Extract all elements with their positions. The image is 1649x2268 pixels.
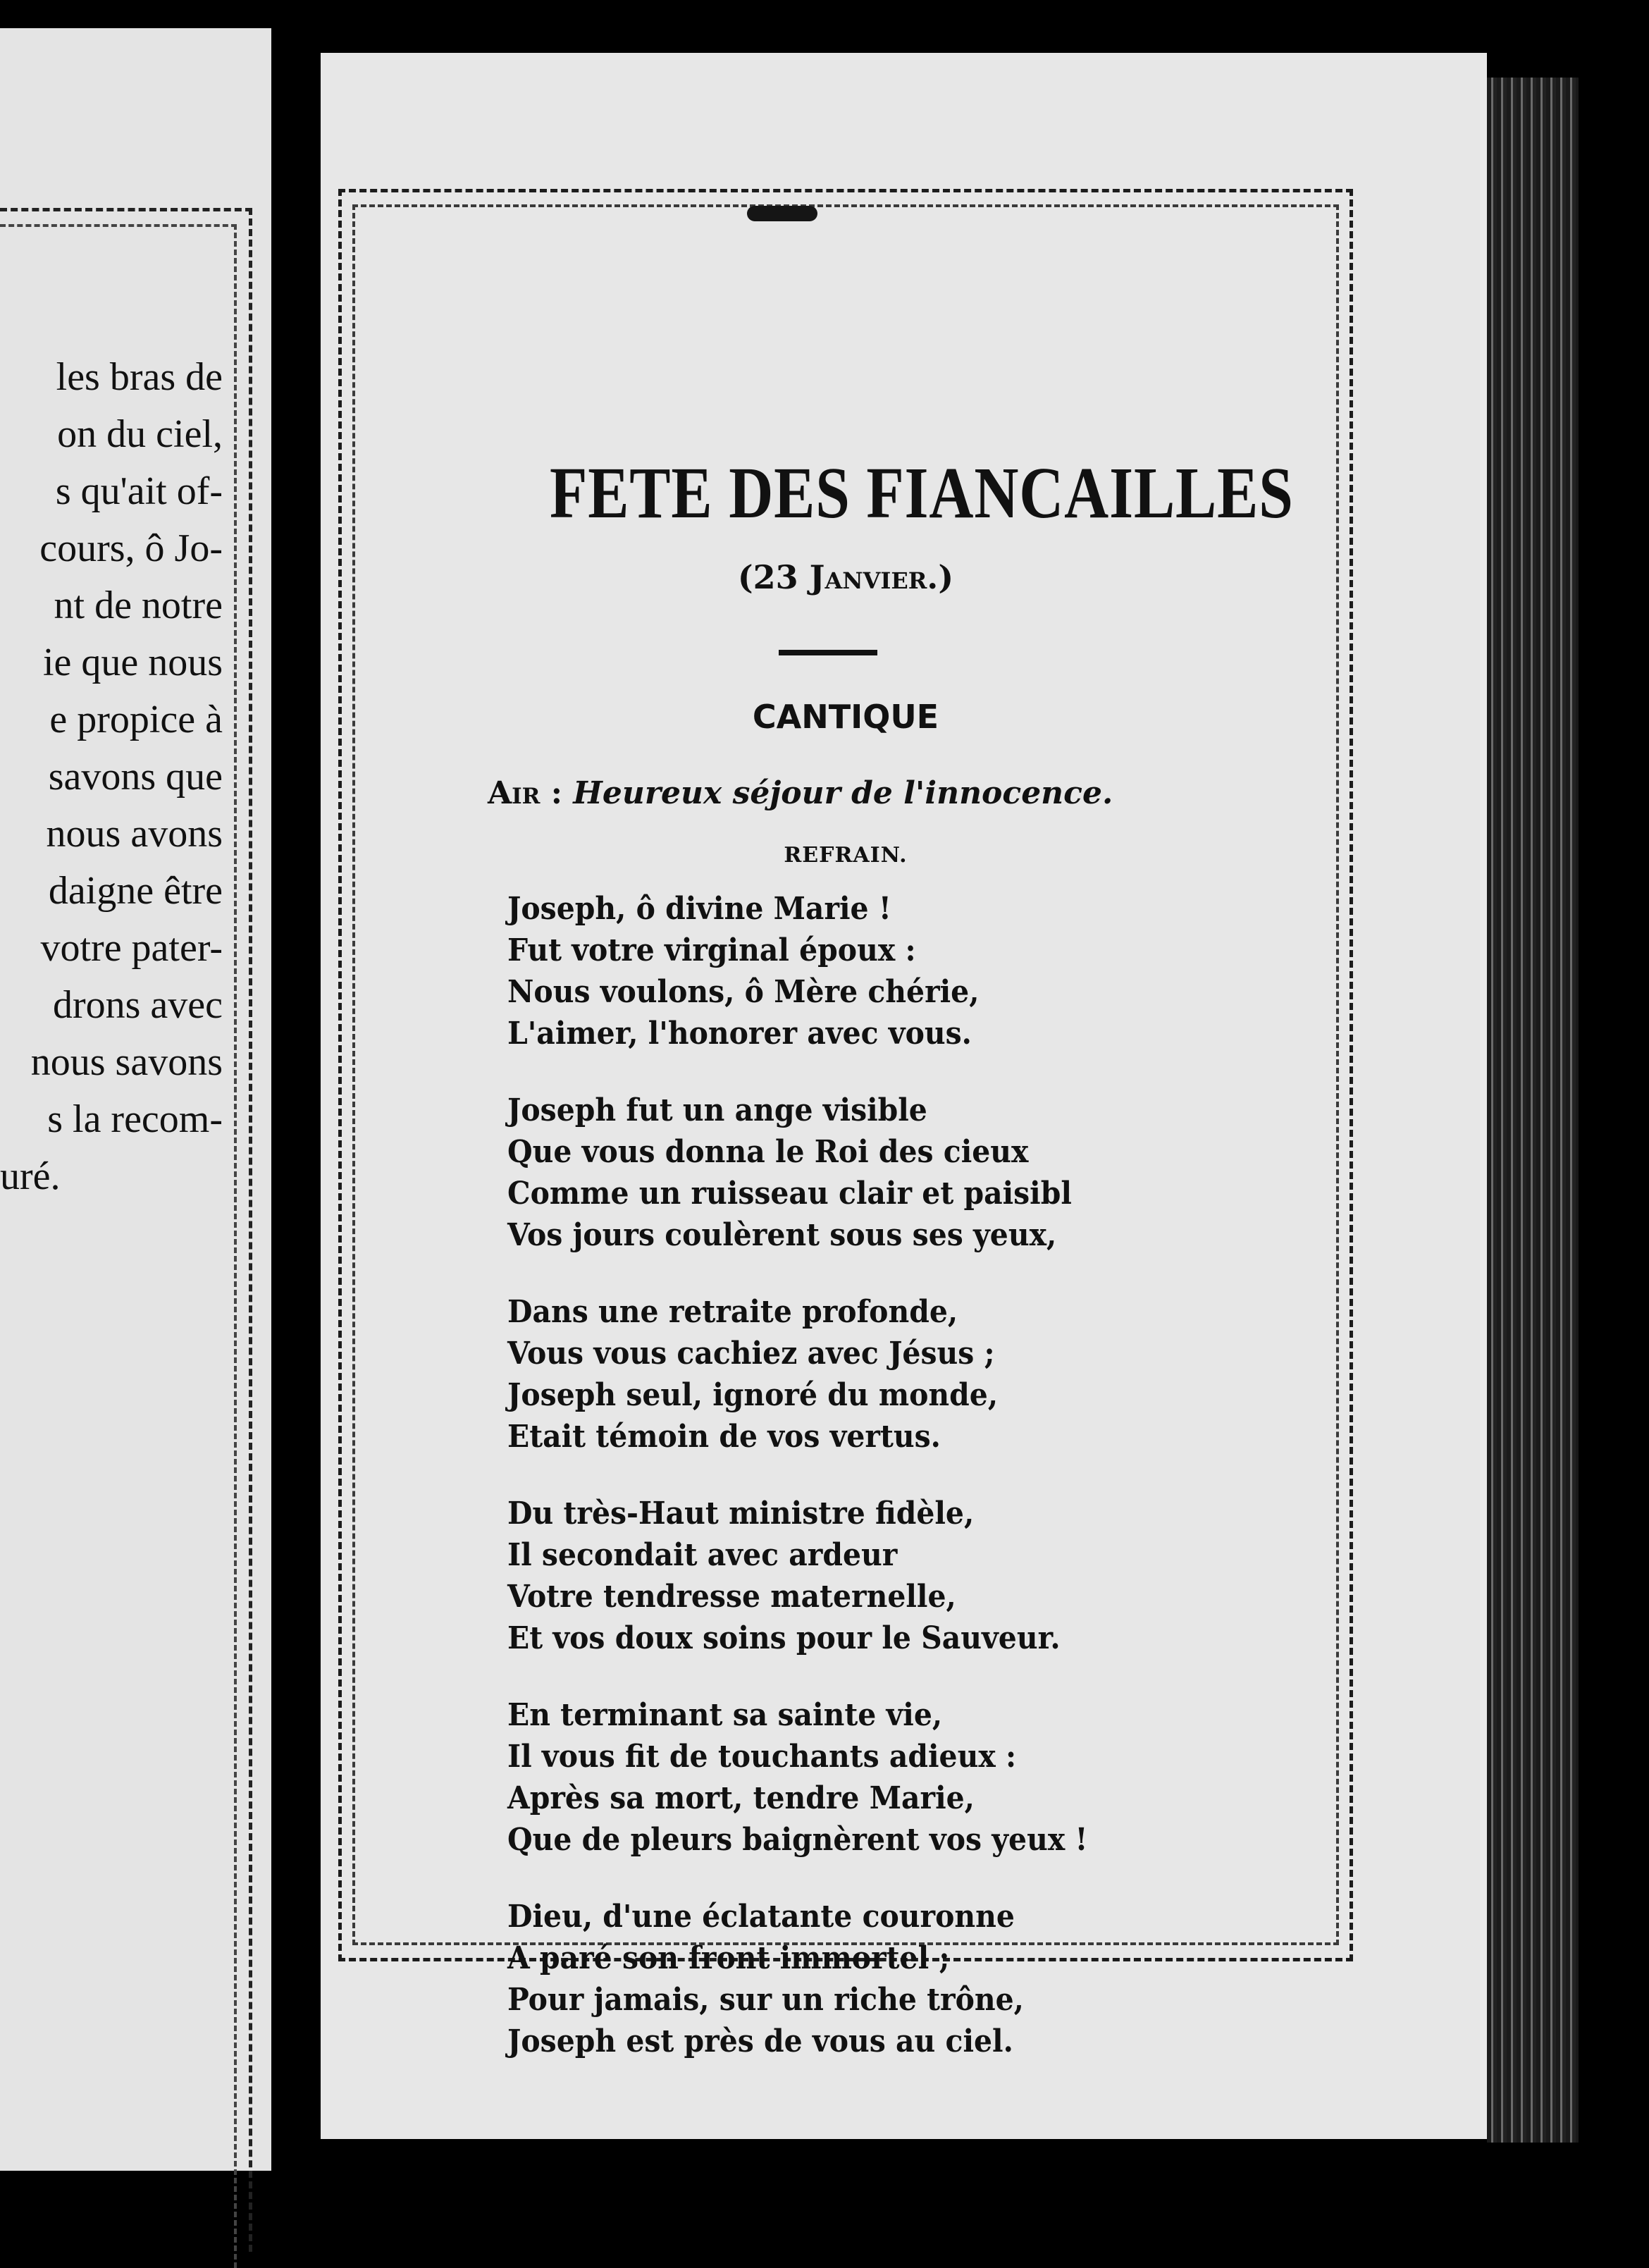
verse-line: Joseph seul, ignoré du monde, [507,1377,999,1413]
verse-line: Joseph fut un ange visible [507,1092,927,1128]
verse-line: Il vous fit de touchants adieux : [507,1739,1017,1775]
text-line: nous avons [46,812,223,856]
verse-line: Pour jamais, sur un riche trône, [507,1982,1024,2018]
stanza [507,1090,1212,1256]
stanza [507,1493,1212,1659]
text-line: nt de notre [54,584,223,627]
text-line: cours, ô Jo- [39,526,223,570]
verse-line: Dieu, d'une éclatante couronne [507,1899,1015,1935]
feast-date: (23 Janvier.) [737,558,954,596]
verse-line: Du très-Haut ministre fidèle, [507,1496,975,1531]
page-title: FETE DES FIANCAILLES [550,452,1294,534]
stanza [507,1694,1212,1861]
hymn-stanzas [507,888,1212,2097]
text-line: les bras de [56,355,223,399]
verse-line: Dans une retraite profonde, [507,1294,958,1330]
previous-page-text [0,349,223,1205]
verse-line: Et vos doux soins pour le Sauveur. [507,1620,1061,1656]
previous-page [0,28,271,2171]
text-line: drons avec [52,983,223,1027]
text-line: daigne être [48,869,223,913]
verse-line: A paré son front immortel ; [507,1940,950,1976]
text-line: nous savons [30,1040,223,1084]
title-rule [779,650,877,655]
verse-line: Nous voulons, ô Mère chérie, [507,974,980,1010]
verse-line: En terminant sa sainte vie, [507,1697,943,1733]
verse-line: Il secondait avec ardeur [507,1537,898,1573]
tune-label: Air [488,775,541,811]
page-edges [1487,78,1579,2143]
text-line: s qu'ait of- [55,469,223,513]
verse-line: Vos jours coulèrent sous ses yeux, [507,1217,1057,1253]
verse-line: Joseph est près de vous au ciel. [507,2023,1013,2059]
text-line: savons que [48,755,223,799]
text-line: uré. [0,1154,61,1198]
verse-line: Que de pleurs baignèrent vos yeux ! [507,1822,1088,1858]
verse-line: Fut votre virginal époux : [507,932,916,968]
verse-line: Joseph, ô divine Marie ! [507,891,891,927]
stanza [507,1896,1212,2062]
verse-line: L'aimer, l'honorer avec vous. [507,1016,972,1052]
stanza [507,888,1212,1054]
text-line: on du ciel, [57,412,223,456]
book-gutter [271,0,321,2210]
tune-separator: : [540,775,574,811]
tune-line [488,775,1206,811]
text-line: e propice à [49,698,223,741]
text-line: ie que nous [42,641,223,684]
refrain-label: REFRAIN. [784,843,908,868]
tune-name: Heureux séjour de l'innocence. [573,775,1113,811]
stanza [507,1291,1212,1457]
verse-line: Etait témoin de vos vertus. [507,1419,941,1455]
verse-line: Votre tendresse maternelle, [507,1579,956,1615]
verse-line: Après sa mort, tendre Marie, [507,1780,975,1816]
section-heading: CANTIQUE [752,698,939,736]
text-line: s la recom- [47,1097,223,1141]
verse-line: Comme un ruisseau clair et paisibl [507,1176,1072,1212]
text-line: votre pater- [40,926,223,970]
border-ornament [747,206,817,221]
verse-line: Que vous donna le Roi des cieux [507,1134,1029,1170]
verse-line: Vous vous cachiez avec Jésus ; [507,1336,995,1372]
